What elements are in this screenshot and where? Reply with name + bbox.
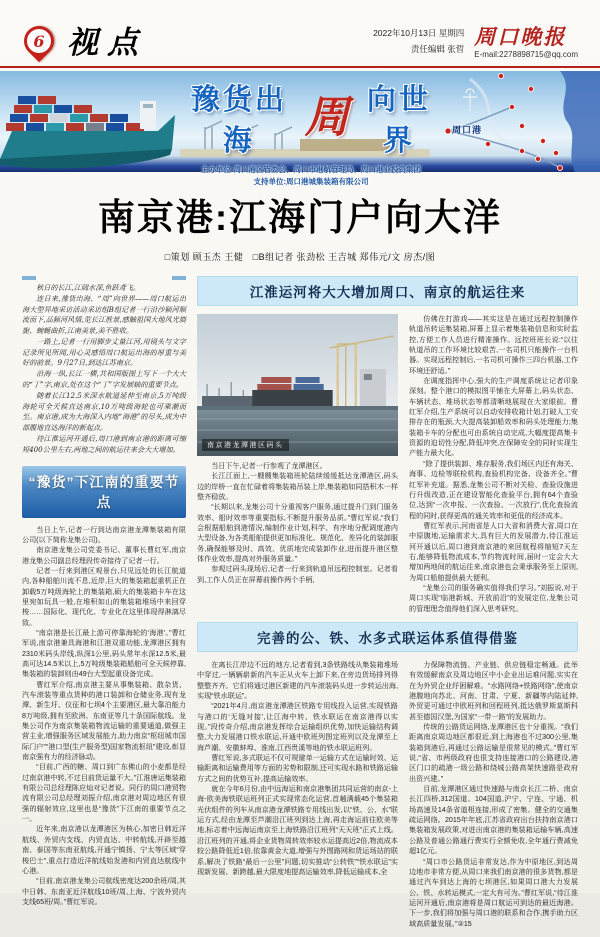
slogan-text-left: 豫货出海 [190,84,287,157]
header-divider [0,66,600,68]
intro-block [22,276,186,456]
paragraph: 一路上,记者一行用脚步丈量江河,用镜头与文字记录所见所闻,用心灵感悟周口航运出海的厚重与美好的前景。9月27日,到达江苏南京。 [22,336,186,368]
paragraph: 在离长江岸边不远的地方,记者看到,3条铁路线从集装箱堆场中穿过,一辆辆崭新的汽车正从火车上卸下来,在旁边货场排列得整整齐齐。它们将通过港区新建的汽车滚装码头进一步转运出海,实现“铁水联运”。 [197,660,398,700]
main-columns [197,276,578,937]
paragraph: “龙集公司的服务确实值得我们学习。”刘振说,对于周口实现“临港新城、开放前沿”的发展定位,龙集公司的管理理念值得他们深入思考研究。 [409,583,578,613]
paragraph: 当日下午,记者一行参观了龙潭港区。 [211,462,327,470]
paragraph: “除了提供装卸、堆存服务,我们场区内还有海关、海事、边检等联检机构,查验机构完备、设备齐全。”曹红军补充道。据悉,龙集公司不断对关检、查验设施进行升级改造,正在建设智能化查验平台,拥有64个查验位,达到“一次申报、一次查验、一次放行”,优化查验流程的同时,获得更高的通关效率和更低的经济成本。 [409,459,578,520]
paragraph: 连日来,豫货出海、“周”向世界——周口航运出海大型异地采访活动采访组B组记者一行沿沙颍河顺流而下,品颍河风情,览长江胜景,感触祖国大地风光旖旎、蜿蜒曲折,江南美景,美不胜收。 [22,293,186,336]
section2-col1 [197,314,398,614]
paper-logo-block [474,25,578,59]
paragraph: “南京港是长江最上游可停靠海轮的‘海港’。”曹红军说,南京港兼具海港和江港双重功能,龙潭港区拥有2310米码头岸线,纵深1公里,码头常年水深12.5米,最高可达14.5米以上,5万吨级集装箱船舶可全天候停靠,集装箱的装卸则由49台大型起重设备完成。 [22,628,186,679]
paragraph: 参观过码头现场后,记者一行来到轨道吊远程控制室。记者看到,工作人员正在屏幕前操作两个手柄, [197,565,398,584]
map-port-label: 周口港 [451,125,482,135]
masthead-block [373,15,578,59]
paragraph: 曹红军介绍,南京港主要从事集装箱、散杂货、汽车滚装等重点货种的港口装卸和仓储业务,现有龙潭、新生圩、仪征和七坝4个主要港区,最大靠泊能力8万吨级,拥有至欧洲、东南亚等几十条国际航线。龙集公司作为南京集装箱物流运输的重要通道,做强主营主业,增强服务区域发展能力,助力南京“枢纽城市国际门户”“港口型(生产服务型)国家物流枢纽”建设,彰显南京强有力的经济脉动。 [22,680,186,762]
paragraph: 当日上午,记者一行到达南京港龙潭集装箱有限公司(以下简称龙集公司)。 [22,525,186,544]
article-byline: □策划 顾玉杰 王健 □B组记者 张劲松 王吉城 郑伟元/文 房杰/图 [164,252,436,262]
article-body [0,276,600,937]
slogan-script-char: 周 [304,92,349,144]
section-title: 视点 [67,25,147,61]
slogan-text-right: 向世界 [366,84,431,157]
editor-credit: 责任编辑 张晢 [410,44,465,55]
paragraph: 就在今年6月份,由中远海运和南京港集团共同运营的南京-上海-欧美海铁联运班列正式实现常态化运营,首趟满载45个集装箱光伏组件的列车从南京港龙潭铁路专用线出发,以“铁、公、水”联运方式,经由龙潭至芦潮沿江班列到达上海,再走海运前往欧美等地,标志着中远海运南京至上海铁路沿江班列“天天班”正式上线。沿江班列的开通,将企业货物周转效率较水运提高近2倍,物流成本较公路降低近1倍,依靠黄金大道,增强与外围路网和货运场站的联系,解决了铁路“最后一公里”问题,切实推动“公转铁”“铁水联运”实现新发展、新跨越,最大限度地提高运输效率,降低运输成本,全 [197,785,398,876]
paragraph: 曹红军表示,河南省是人口大省和消费大省,周口在中原腹地,运输需求大,具有巨大的发展潜力,待江淮运河开通以后,周口港到南京港的来回航程将缩短7天左右,能够降低物流成本,节约物流时间,届时一定会大大增加两地间的航运往来,南京港也会秉承服务至上原则,为周口船舶提供最大便利。 [409,521,578,582]
paragraph: 长江江面上,一艘艘集装箱班轮陆续缓缓抵达龙潭港区,码头边的岸桥一直在忙碌着将集装箱吊装上岸,集装箱如同搭积木一样整齐稳放。 [197,472,398,502]
paragraph: 传统的公路货运网络,龙潭港区也十分重视。“我们距离南京周边地区都很近,到上海港也不过300公里,集装箱到港后,再通过公路运输是很常见的模式。”曹红军说,“省、市两级政府也很支持连接港口的公路建设,港区门口的疏港一级公路和绕城公路高架快速路是政府出资兴建。” [409,723,578,783]
article-headline: 南京港:江海门户向大洋 [97,197,503,238]
issue-date: 2022年10月13日 星期四 [373,28,465,38]
paragraph: 南京港龙集公司党委书记、董事长曹红军,南京港龙集公司副总经理段传奇接待了记者一行。 [22,546,186,565]
paragraph: 记者一行来到港区观景台,只见远处的长江航道内,各种船舶川流不息,近岸,巨大的集装箱起重机正在卸载5万吨级海轮上的集装箱,硕大的集装箱卡车在这里宛如玩具一般,在堆积如山的集装箱堆场中来回穿梭……国际化、现代化、专业化在这里体现得淋漓尽致。 [22,566,186,627]
photo-caption: 南京港龙潭港区码头 [202,439,289,451]
subhead-canal-shipping: 江淮运河将大大增加周口、南京的航运往来 [197,276,578,306]
paragraph: 待江淮运河开通后,周口港到南京港的距离可缩短400公里左右,两地之间的航运往来会大大增加。 [22,433,186,454]
paragraph: 仿佛在打游戏——其实这是在通过远程控制操作轨道吊转运集装箱,屏幕上显示着集装箱信息和实时监控,方便工作人员进行精准操作。远控班班长说:“以往轨道吊的工作环境比较艰苦,一名司机只能操作一台机器。实现远程控制后,一名司机可操作三四台机器,工作环境还舒适。” [409,315,578,375]
paragraph: “目前,南京港龙集公司航线密度达200余班/周,其中日韩、东南亚近洋航线10班/周,上海、宁波外贸内支线65班/周。”曹红军说。 [22,877,186,906]
paragraph: 曹红军说,多式联运不仅可规避单一运输方式在运输时效、运输距离和运输费用等方面的劣势和限制,还可实现水路和铁路运输方式之间的优势互补,提高运输效率。 [197,754,398,783]
port-photo [197,314,398,456]
paragraph: “长期以来,龙集公司十分重视客户服务,通过提升门到门服务效率、船时效率等重要指标,不断提升服务品质。”曹红军说,“我们会根据船舶到港情况,编制作业计划,科学、有序地分配调度港内大型设备,为各类船舶提供更加标准化、规范化、差异化的装卸服务,确保能够及时、高效、优质地完成装卸作业,进而提升港区整体作业效率,提高对外服务质量。” [197,503,398,564]
page-header [0,0,600,62]
contact-email: E-mail:2278898715@qq.com [474,50,578,60]
paragraph: 近年来,南京港以龙潭港区为核心,加密日韩近洋航线、外贸内支线、内贸直达、中转航线,开辟至越南、泰国等东南亚航线,开通宁镇扬、宁太等区域“穿梭巴士”,重点打造近洋航线始发港和内贸直达航线中心港。 [22,825,186,875]
paragraph: 秋日的长江,江阔水深,鱼跃鸢飞。 [36,283,141,292]
section2-col2-text [409,314,578,614]
section3-col1-text [197,660,398,929]
page-number: 6 [27,29,51,53]
paper-name: 周口晚报 [474,24,567,49]
paragraph: “目前,广西的糖、周口到广东佛山的小麦都是经过南京港中转,不过目前货运量不大。”江淮唐运集装箱有限公司总经理陈应灿对记者说。同行的周口港贸物流有限公司总经理刘振介绍,南京港对周边地区有很强的辐射效应,这里也是“豫货”下江南的重要节点之一。 [22,763,186,824]
organizer-line: 主办单位:周口港区管委会、周口市港航管理局、周口港业投资集团 [201,165,421,174]
paragraph: 随着长江12.5米深水航道延伸至南京,5万吨级海轮可全天候直达南京,10万吨级海轮也可乘潮而至。南京港,成为大海深入内地“海港”的尽头,成为中部腹地直达海洋的新起点。 [22,390,186,433]
left-column [22,276,186,937]
banner-slogan [176,77,446,189]
route-map [445,71,600,172]
section2-columns [197,314,578,614]
paragraph: “2021年4月,南京港龙潭港区铁路专用线投入运营,实现铁路与港口的‘无缝对接’,让江海中转、铁水联运在南京港得以实现。”段传奇介绍,南京港发挥综合运输组织优势,加快运输结构调整,大力发展港口铁水联运,开通中欧班列图定班列以及龙潭至上海芦潮、安徽蚌埠、淮南,江西贵溪等地的铁水联运班列。 [197,702,398,752]
banner-credits [176,164,446,189]
subhead-multimodal-transport: 完善的公、铁、水多式联运体系值得借鉴 [197,622,578,652]
campaign-banner [0,71,600,187]
supporter-line: 支持单位:周口港城集装箱有限公司 [253,177,369,187]
paragraph: 在调度指挥中心,强大的生产调度系统让记者印象深刻。整个港口的模拟图平铺在大屏幕上,码头状态、车辆状态、堆场状态等都清晰地展现在大家眼前。曹红军介绍,生产系统可以自动安排收箱计划,打破人工安排存在的瓶颈,大大提高装卸船效率和码头处理能力;集装箱卡车的分配也可由系统自动完成,大幅度提高集卡资源的迫切性分配,降低冲突,在保障安全的同时实现生产能力最大化。 [409,377,578,458]
paragraph: 沿海一纵,长江一横,共和国版图上写下一个大大的“丁”字,南京,处在这个“丁”字发展轴的重要节点。 [22,369,186,390]
section3-columns [197,660,578,929]
section1-text [22,525,186,908]
location-pin-icon [18,19,60,61]
container-ship-illustration [0,96,175,168]
section2-col1-text [197,461,398,585]
paragraph: 目前,龙潭港区通过快速路与南京长江二桥、南京长江四桥,312国道、104国道,沪宁、宁连、宁通、机场高速及14条省道相连接,形成了密集、健全的交通集疏运网络。2015年年底,江苏省政府出台扶持南京港口集装箱发展政策,对进出南京港的集装箱运输车辆,高速公路及普通公路通行费实行全额免收,全年通行费减免超1亿元。 [409,785,578,856]
paragraph: “周口市公路货运非常发达,作为中原地区,到达周边地市非常方便,从周口来我们南京港的很多货物,都是通过汽车到达上海的七坝港区,如果周口港大力发展公、铁、水转运模式,一定大有可为。”曹红军说,“待江淮运河开通后,南京港将是周口航运可到达的最近海港。下一步,我们将加强与周口港的联系和合作,携手助力区域高质量发展。”②15 [409,857,578,928]
subhead-yuhuo-node: “豫货”下江南的重要节点 [22,466,186,518]
section3-col2-text [409,660,578,929]
paragraph: 力保障物流链、产业链、供应链稳定畅通。此举有效缓解南京及周边地区中小企业出运难问题,实实在在为外贸企业纾困解难。“水路网络+铁路网络”,使南京港腹地向苏北、河南、甘肃、宁夏、新疆等内陆延伸,外贸更可通过中欧班列和回程班列,抵达俄罗斯莫斯科甚至德国汉堡,为国家“一带一路”的发展助力。 [409,660,578,721]
section-block [24,15,147,62]
issue-meta [373,25,464,57]
port-photo-art [197,314,398,456]
